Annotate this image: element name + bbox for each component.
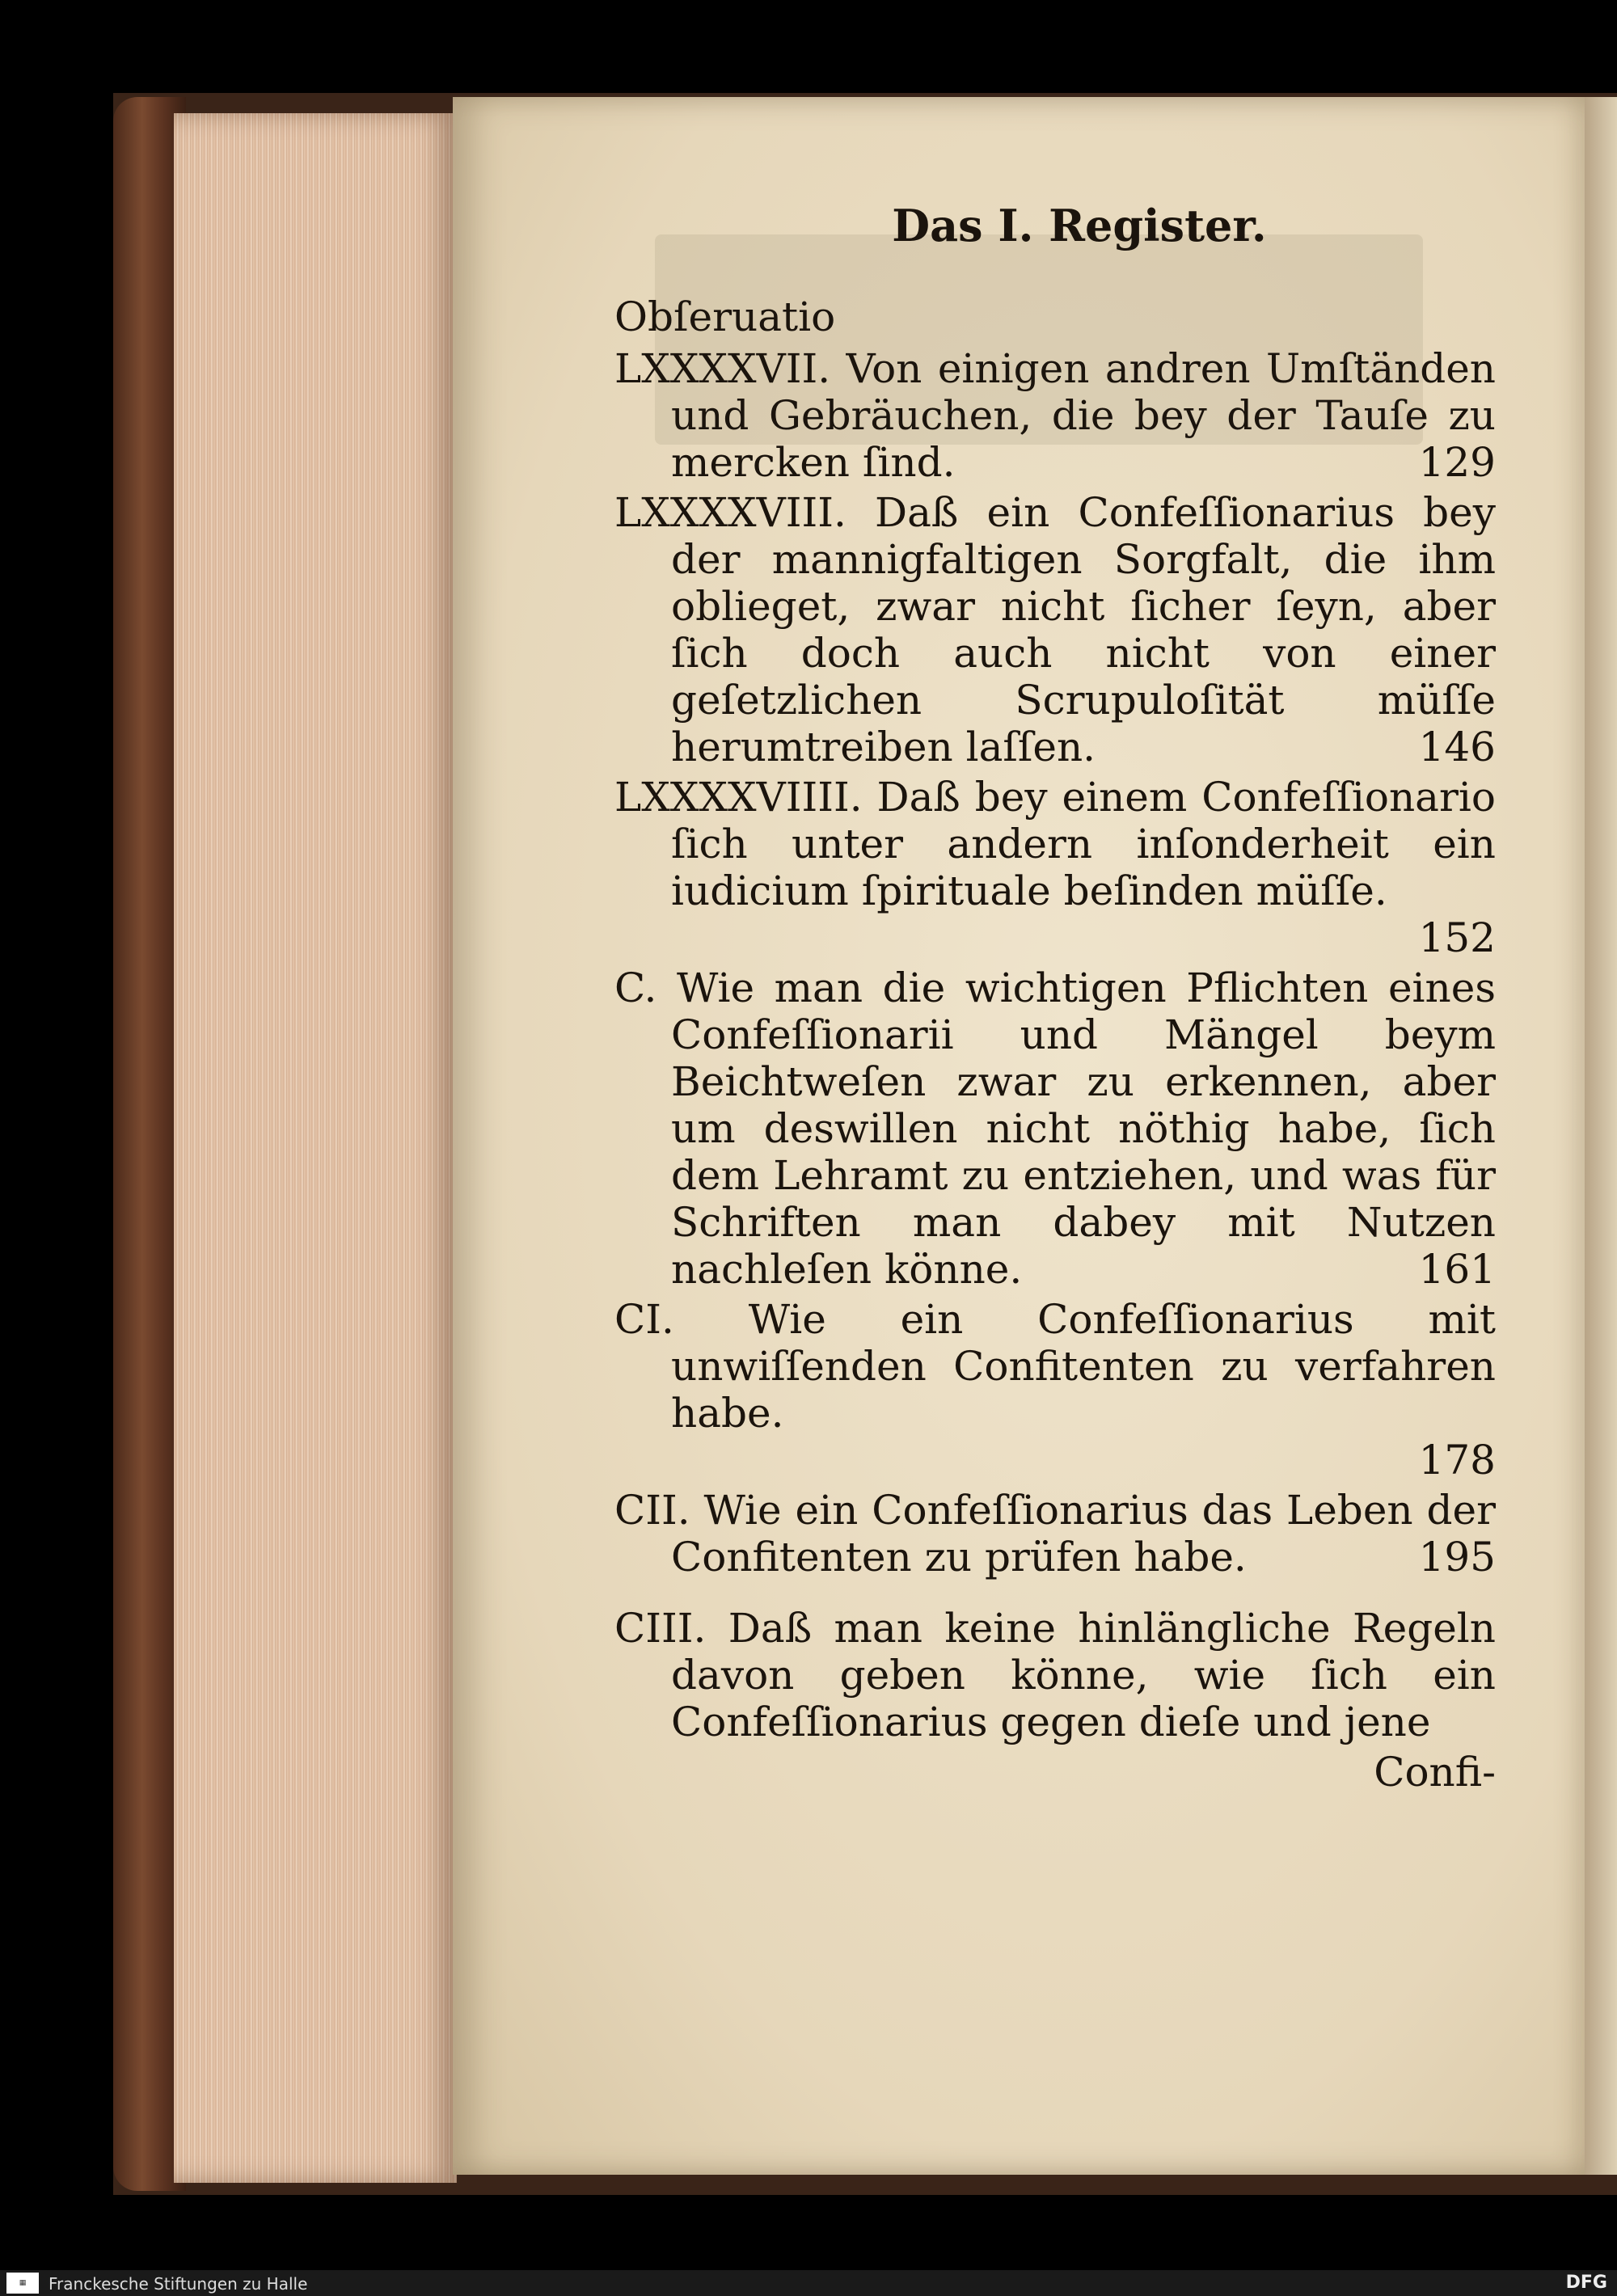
institution-name: Franckesche Stiftungen zu Halle — [49, 2274, 308, 2294]
entry-page-number: 178 — [1418, 1437, 1496, 1484]
entry-text: CII. Wie ein Confeſſionarius das Leben der Confitenten zu prüfen habe. — [614, 1487, 1496, 1581]
register-entry — [614, 774, 1496, 961]
facing-page-edge — [1585, 97, 1617, 2175]
page-content — [614, 202, 1496, 1796]
page-edges — [174, 113, 457, 2183]
register-entry — [614, 964, 1496, 1293]
register-entry — [614, 1605, 1496, 1745]
footer-bar — [0, 2270, 1617, 2296]
running-header: Das I. Register. — [892, 200, 1267, 251]
register-entry — [614, 345, 1496, 486]
register-entry — [614, 1296, 1496, 1484]
entry-text: CI. Wie ein Confeſſionarius mit unwiſſenden Confitenten zu verfahren habe. — [614, 1296, 1496, 1437]
catchword: Confi- — [1374, 1749, 1496, 1796]
register-entry — [614, 1487, 1496, 1581]
institution-logo-icon: ▦ — [6, 2273, 39, 2294]
entry-page-number: 195 — [1418, 1534, 1496, 1581]
entry-page-number: 146 — [1418, 724, 1496, 770]
entry-text: LXXXXVIIII. Daß bey einem Confeſſionario ſich unter andern inſonderheit ein iudicium ſpirituale beſinden müſſe. — [614, 774, 1496, 914]
dfg-badge: DFG — [1565, 2273, 1607, 2293]
entry-page-number: 152 — [1418, 914, 1496, 961]
register-entry — [614, 489, 1496, 770]
entry-text: LXXXXVIII. Daß ein Confeſſionarius bey der mannigfaltigen Sorgfalt, die ihm oblieget, zwar nicht ſicher ſeyn, aber ſich doch auch nicht von einer geſetzlichen Scrupuloſität müſſe herumtreiben laſſen. — [614, 489, 1496, 770]
section-lead: Obſeruatio — [614, 293, 836, 340]
entry-text: LXXXXVII. Von einigen andren Umſtänden und Gebräuchen, die bey der Tauſe zu mercken ſind. — [614, 345, 1496, 486]
entry-text: CIII. Daß man keine hinlängliche Regeln davon geben könne, wie ſich ein Confeſſionarius gegen dieſe und jene — [614, 1605, 1496, 1745]
entry-page-number: 161 — [1418, 1246, 1496, 1293]
entry-page-number: 129 — [1418, 439, 1496, 486]
entry-text: C. Wie man die wichtigen Pflichten eines Confeſſionarii und Mängel beym Beichtweſen zwar zu erkennen, aber um deswillen nicht nöthig habe, ſich dem Lehramt zu entziehen, und was für Schriften man dabey mit Nutzen nachleſen könne. — [614, 964, 1496, 1293]
